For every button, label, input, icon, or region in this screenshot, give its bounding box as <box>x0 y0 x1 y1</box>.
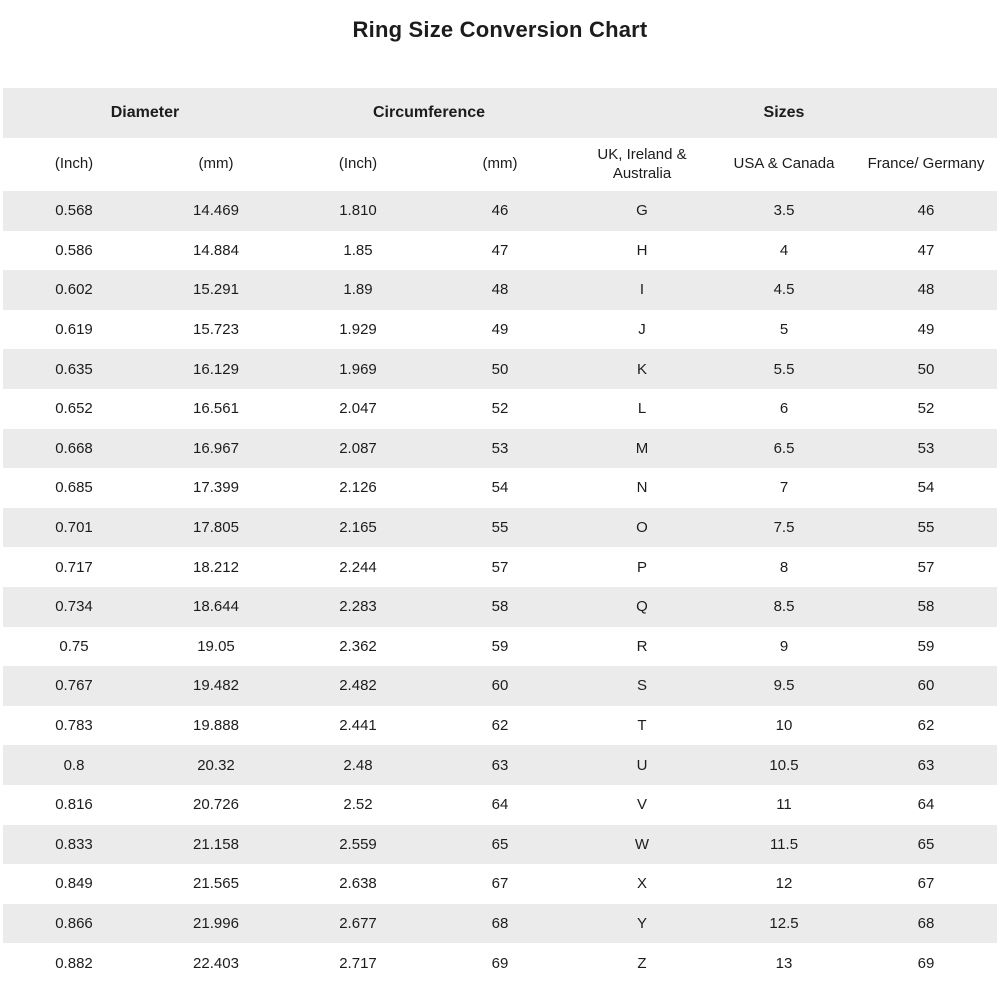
table-cell: 2.559 <box>339 835 377 853</box>
column-header-circumference-inch: (Inch) <box>287 138 429 191</box>
table-cell: 52 <box>491 400 509 418</box>
table-cell: 1.969 <box>339 360 377 378</box>
table-cell: T <box>637 717 647 735</box>
column-header-france-germany: France/ Germany <box>855 138 997 191</box>
table-cell: 0.816 <box>55 796 93 814</box>
page-title: Ring Size Conversion Chart <box>352 17 648 42</box>
table-cell: 9.5 <box>773 677 795 695</box>
table-cell: 11.5 <box>769 835 799 853</box>
table-row <box>3 745 997 785</box>
table-cell: 67 <box>491 875 509 893</box>
table-cell: 64 <box>917 796 935 814</box>
group-header-circumference: Circumference <box>287 88 571 138</box>
table-cell: 2.677 <box>339 914 377 932</box>
table-cell: 54 <box>917 479 935 497</box>
table-cell: 55 <box>491 519 509 537</box>
table-cell: 0.8 <box>63 756 85 774</box>
table-cell: 0.882 <box>55 954 93 972</box>
table-cell: 2.638 <box>339 875 377 893</box>
table-cell: I <box>639 281 645 299</box>
table-cell: 14.469 <box>193 202 239 220</box>
table-row <box>3 310 997 350</box>
table-cell: 57 <box>491 558 509 576</box>
column-header-row <box>3 138 997 191</box>
table-cell: 15.723 <box>193 321 239 339</box>
table-cell: G <box>636 202 648 220</box>
table-cell: 0.619 <box>55 321 93 339</box>
table-cell: 48 <box>491 281 509 299</box>
table-cell: 0.602 <box>55 281 93 299</box>
table-cell: 2.244 <box>339 558 377 576</box>
table-cell: 2.441 <box>339 717 377 735</box>
table-cell: 67 <box>917 875 935 893</box>
table-cell: 12.5 <box>769 914 799 932</box>
table-cell: 69 <box>491 954 509 972</box>
table-row <box>3 191 997 231</box>
table-cell: 1.929 <box>339 321 377 339</box>
table-cell: 0.701 <box>55 519 93 537</box>
table-cell: 16.129 <box>193 360 239 378</box>
table-cell: 60 <box>917 677 935 695</box>
table-cell: 0.734 <box>55 598 93 616</box>
table-row <box>3 389 997 429</box>
table-cell: P <box>636 558 647 576</box>
table-row <box>3 706 997 746</box>
column-header-diameter-inch: (Inch) <box>3 138 145 191</box>
table-cell: 68 <box>917 914 935 932</box>
table-cell: 7.5 <box>773 519 795 537</box>
table-cell: 0.685 <box>55 479 93 497</box>
table-cell: 58 <box>917 598 935 616</box>
table-cell: 16.561 <box>193 400 239 418</box>
table-cell: 8.5 <box>773 598 795 616</box>
table-row <box>3 508 997 548</box>
ring-size-table <box>3 88 997 983</box>
table-cell: 64 <box>491 796 509 814</box>
table-cell: 0.75 <box>59 637 89 655</box>
table-cell: 0.586 <box>55 241 93 259</box>
table-cell: 2.482 <box>339 677 377 695</box>
table-cell: 14.884 <box>193 241 239 259</box>
table-cell: Q <box>636 598 648 616</box>
table-cell: N <box>636 479 648 497</box>
table-cell: 49 <box>491 321 509 339</box>
table-cell: 21.565 <box>193 875 239 893</box>
table-cell: 69 <box>917 954 935 972</box>
table-cell: 2.165 <box>339 519 377 537</box>
table-cell: 1.85 <box>343 241 373 259</box>
table-cell: K <box>636 360 647 378</box>
table-cell: 21.158 <box>193 835 239 853</box>
table-cell: 47 <box>917 241 935 259</box>
table-cell: 19.482 <box>193 677 239 695</box>
table-row <box>3 468 997 508</box>
table-cell: 0.668 <box>55 439 93 457</box>
table-cell: 16.967 <box>193 439 239 457</box>
table-cell: 0.849 <box>55 875 93 893</box>
table-cell: 60 <box>491 677 509 695</box>
group-header-diameter: Diameter <box>3 88 287 138</box>
table-cell: 5 <box>779 321 789 339</box>
table-cell: 11 <box>776 796 792 814</box>
table-cell: 2.362 <box>339 637 377 655</box>
table-cell: 2.52 <box>343 796 373 814</box>
table-row <box>3 825 997 865</box>
table-cell: 2.126 <box>339 479 377 497</box>
table-cell: 9 <box>779 637 789 655</box>
table-cell: V <box>636 796 647 814</box>
table-cell: 2.48 <box>343 756 373 774</box>
table-row <box>3 785 997 825</box>
table-row <box>3 270 997 310</box>
table-row <box>3 627 997 667</box>
table-cell: 55 <box>917 519 935 537</box>
table-header <box>3 88 997 191</box>
table-cell: 50 <box>917 360 935 378</box>
table-cell: 53 <box>491 439 509 457</box>
table-cell: 2.087 <box>339 439 377 457</box>
table-cell: J <box>638 321 646 339</box>
table-cell: 19.888 <box>193 717 239 735</box>
table-cell: 17.399 <box>193 479 239 497</box>
table-cell: 0.717 <box>55 558 93 576</box>
table-cell: 52 <box>917 400 935 418</box>
table-cell: 63 <box>917 756 935 774</box>
table-cell: X <box>636 875 647 893</box>
table-cell: 18.212 <box>193 558 239 576</box>
table-cell: 57 <box>917 558 935 576</box>
table-cell: 20.32 <box>197 756 235 774</box>
ring-size-table-container <box>3 88 997 983</box>
table-cell: 59 <box>491 637 509 655</box>
group-header-sizes: Sizes <box>571 88 997 138</box>
table-cell: Z <box>637 954 647 972</box>
table-cell: 3.5 <box>773 202 795 220</box>
column-header-diameter-mm: (mm) <box>145 138 287 191</box>
table-row <box>3 904 997 944</box>
table-cell: 63 <box>491 756 509 774</box>
table-cell: 1.89 <box>343 281 373 299</box>
group-header-row <box>3 88 997 138</box>
table-cell: 62 <box>917 717 935 735</box>
table-row <box>3 547 997 587</box>
table-cell: 8 <box>779 558 789 576</box>
table-cell: 10 <box>775 717 793 735</box>
table-cell: 22.403 <box>193 954 239 972</box>
table-row <box>3 429 997 469</box>
table-cell: 58 <box>491 598 509 616</box>
table-cell: 46 <box>917 202 935 220</box>
table-cell: 0.783 <box>55 717 93 735</box>
table-cell: 2.717 <box>339 954 377 972</box>
table-cell: 0.866 <box>55 914 93 932</box>
table-cell: 54 <box>491 479 509 497</box>
table-cell: 1.810 <box>339 202 377 220</box>
table-cell: R <box>636 637 648 655</box>
table-row <box>3 943 997 983</box>
table-cell: 65 <box>491 835 509 853</box>
table-cell: S <box>636 677 647 695</box>
table-cell: O <box>636 519 648 537</box>
table-cell: 0.568 <box>55 202 93 220</box>
table-cell: 0.767 <box>55 677 93 695</box>
table-row <box>3 231 997 271</box>
table-cell: 47 <box>491 241 509 259</box>
table-row <box>3 349 997 389</box>
table-cell: 62 <box>491 717 509 735</box>
column-header-circumference-mm: (mm) <box>429 138 571 191</box>
table-cell: U <box>636 756 648 774</box>
table-cell: 10.5 <box>769 756 799 774</box>
table-cell: W <box>634 835 650 853</box>
table-cell: 6 <box>779 400 789 418</box>
table-cell: 12 <box>775 875 793 893</box>
table-cell: 18.644 <box>193 598 239 616</box>
table-row <box>3 666 997 706</box>
table-cell: Y <box>636 914 647 932</box>
table-cell: 2.283 <box>339 598 377 616</box>
table-cell: 46 <box>491 202 509 220</box>
table-cell: 53 <box>917 439 935 457</box>
table-cell: H <box>636 241 648 259</box>
table-cell: L <box>637 400 647 418</box>
table-body <box>3 191 997 983</box>
table-cell: 6.5 <box>773 439 795 457</box>
table-cell: 2.047 <box>339 400 377 418</box>
table-cell: 65 <box>917 835 935 853</box>
column-header-usa-canada: USA & Canada <box>713 138 855 191</box>
table-cell: 19.05 <box>197 637 235 655</box>
table-cell: 21.996 <box>193 914 239 932</box>
table-cell: 50 <box>491 360 509 378</box>
table-cell: M <box>635 439 649 457</box>
table-row <box>3 587 997 627</box>
table-cell: 49 <box>917 321 935 339</box>
table-cell: 20.726 <box>193 796 239 814</box>
table-cell: 48 <box>917 281 935 299</box>
table-cell: 5.5 <box>773 360 795 378</box>
table-cell: 15.291 <box>193 281 239 299</box>
table-cell: 7 <box>779 479 789 497</box>
table-cell: 4.5 <box>773 281 795 299</box>
table-cell: 0.635 <box>55 360 93 378</box>
table-cell: 4 <box>779 241 789 259</box>
table-cell: 17.805 <box>193 519 239 537</box>
table-cell: 13 <box>775 954 793 972</box>
table-cell: 59 <box>917 637 935 655</box>
table-row <box>3 864 997 904</box>
table-cell: 68 <box>491 914 509 932</box>
column-header-uk-ireland-australia: UK, Ireland & Australia <box>571 138 713 191</box>
table-cell: 0.833 <box>55 835 93 853</box>
table-cell: 0.652 <box>55 400 93 418</box>
